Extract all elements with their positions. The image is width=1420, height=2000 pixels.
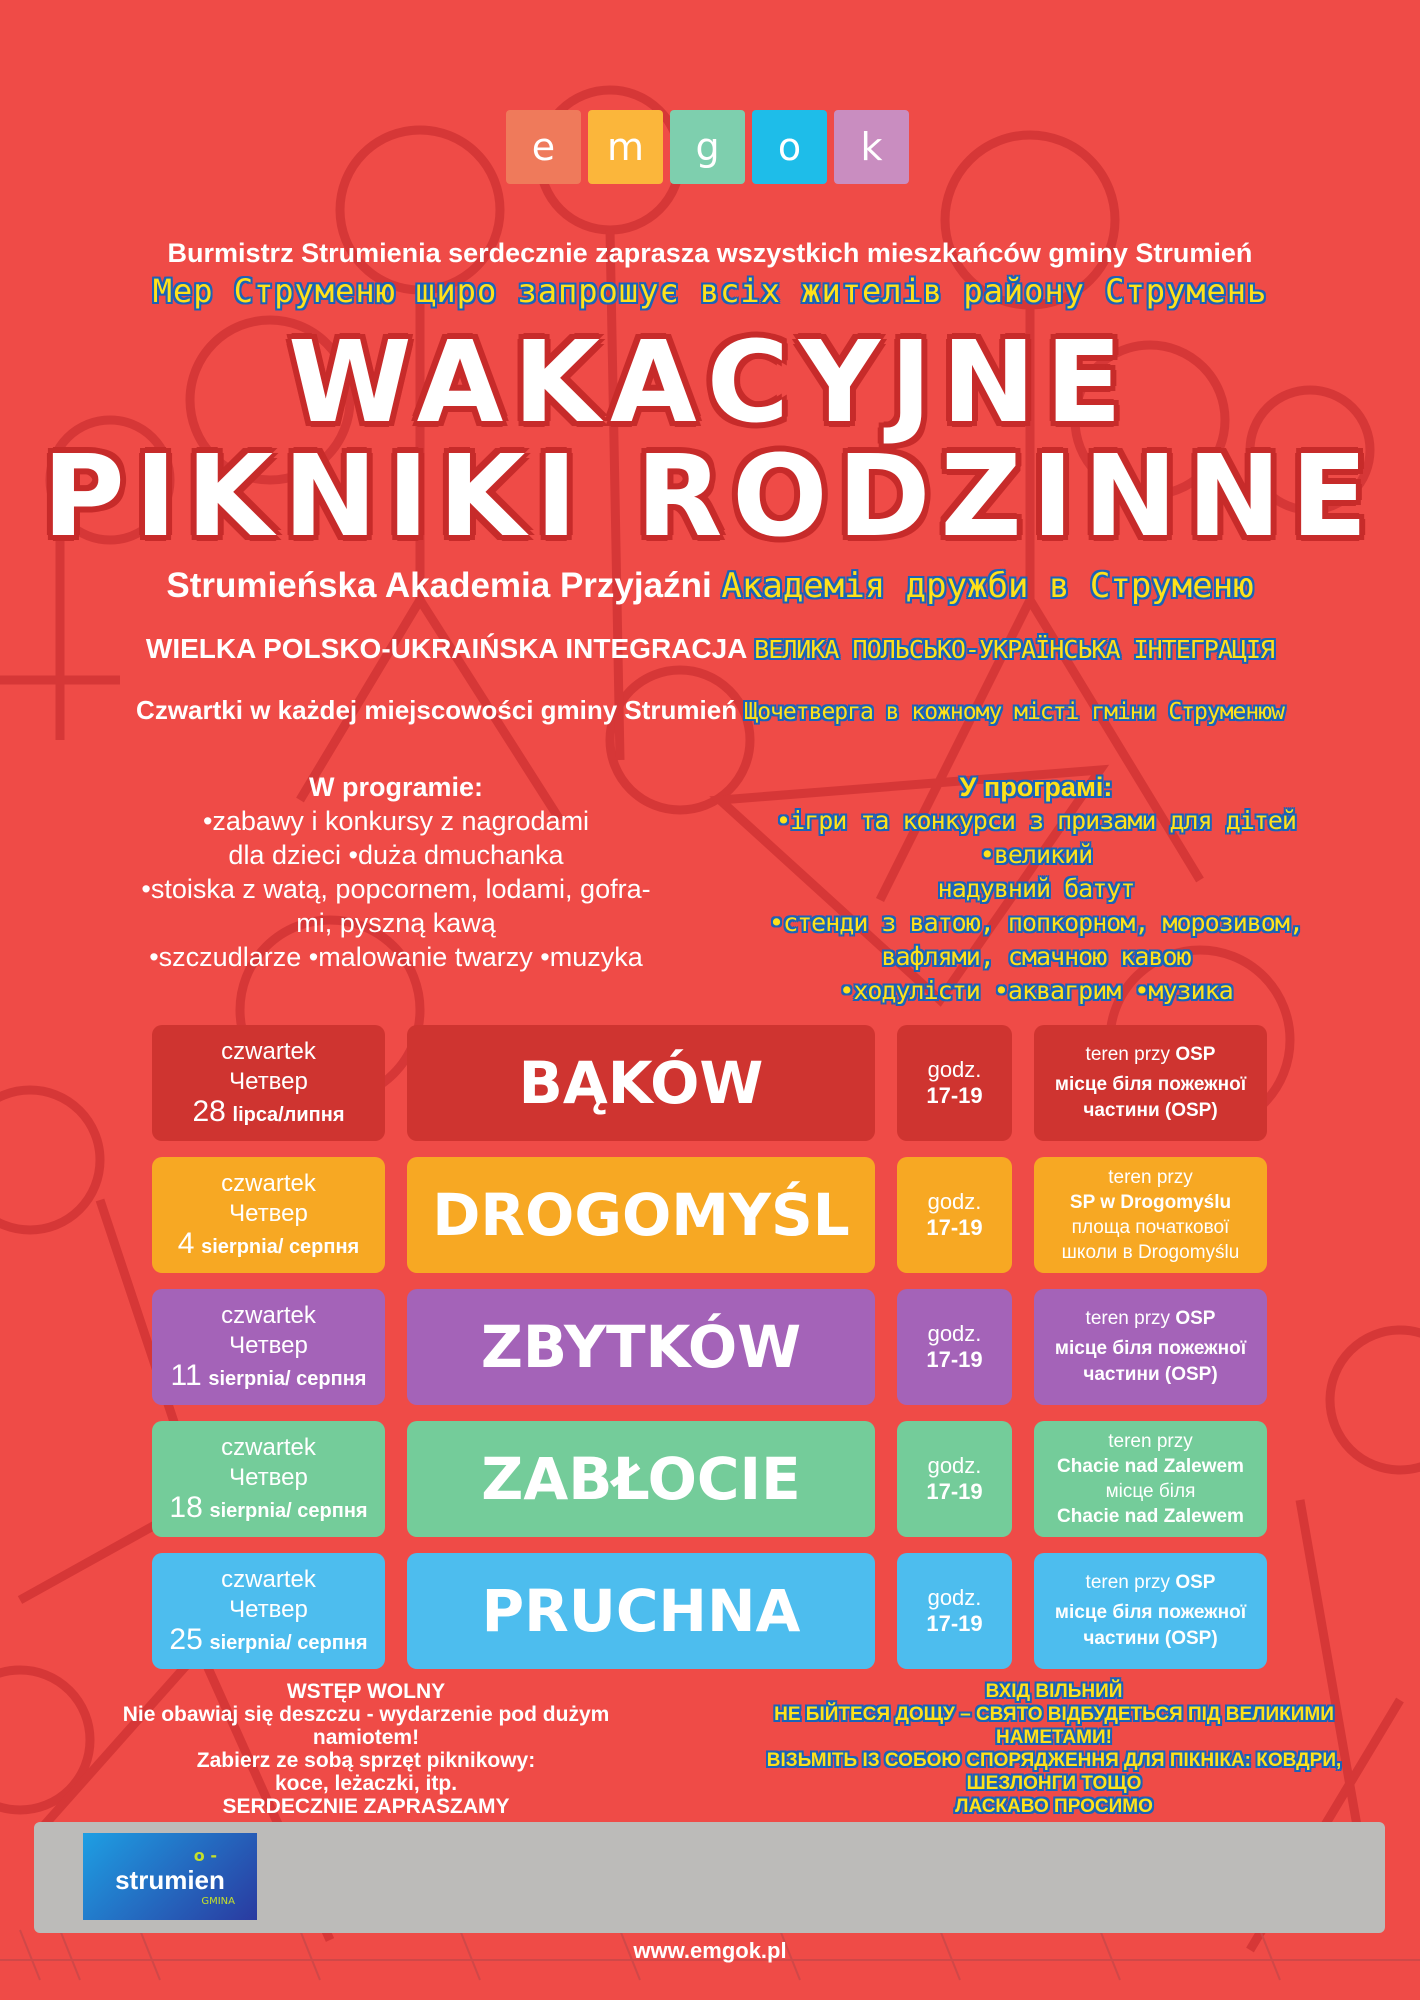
program-item: •zabawy i konkursy z nagrodami — [202, 806, 590, 836]
hours: 17-19 — [926, 1611, 983, 1636]
location-line: teren przy — [1108, 1167, 1193, 1188]
date — [170, 1358, 367, 1394]
location-pl-text: teren przy — [1085, 1308, 1176, 1329]
website-link[interactable]: www.emgok.pl — [633, 1938, 787, 1963]
footer-line: НЕ БІЙТЕСЯ ДОЩУ – СВЯТО ВІДБУДЕТЬСЯ ПІД ВЕЛИКИМИ — [774, 1704, 1334, 1725]
date-month: lipca/липня — [232, 1103, 345, 1126]
logo-sub: GMINA — [201, 1896, 235, 1907]
location-pl-bold: OSP — [1175, 1308, 1216, 1329]
logo-dots-icon: o - — [193, 1846, 217, 1865]
footer-ua — [724, 1680, 1384, 1818]
location-line: teren przy — [1108, 1431, 1193, 1452]
footer-line: koce, leżaczki, itp. — [274, 1772, 458, 1795]
program-pl — [116, 770, 676, 974]
day-ua: Четвер — [229, 1067, 308, 1095]
day-ua: Четвер — [229, 1463, 308, 1491]
footer-line: WSTĘP WOLNY — [286, 1680, 446, 1703]
date-month: sierpnia/ серпня — [201, 1235, 360, 1258]
footer-line: Zabierz ze sobą sprzęt piknikowy: — [196, 1749, 536, 1772]
hours: 17-19 — [926, 1083, 983, 1108]
location-line: SP w Drogomyślu — [1069, 1192, 1232, 1213]
day-pl: czwartek — [221, 1037, 316, 1065]
location-line: Chacie nad Zalewem — [1057, 1506, 1244, 1527]
date-cell — [152, 1289, 385, 1405]
location-pl — [1086, 1306, 1216, 1332]
footer-pl — [66, 1680, 666, 1818]
program-item: вафлями, смачною кавою — [881, 942, 1191, 971]
day-ua: Четвер — [229, 1595, 308, 1623]
date-month: sierpnia/ серпня — [209, 1631, 368, 1654]
invitation-pl: Burmistrz Strumienia serdecznie zaprasza wszystkich mieszkańców gminy Strumień — [167, 238, 1253, 268]
thursdays-pl: Czwartki w każdej miejscowości gminy Strumień — [136, 695, 738, 725]
day-pl: czwartek — [221, 1169, 316, 1197]
date-number: 28 — [192, 1094, 226, 1128]
date — [169, 1622, 368, 1658]
footer-line: ВІЗЬМІТЬ ІЗ СОБОЮ СПОРЯДЖЕННЯ ДЛЯ ПІКНІКА: КОВДРИ, — [766, 1750, 1342, 1771]
logo-tile-e: e — [506, 110, 581, 184]
hours-cell — [897, 1289, 1012, 1405]
location-pl-text: teren przy — [1085, 1044, 1176, 1065]
schedule-row — [152, 1025, 1267, 1141]
invitation-ua: Мер Струменю щиро запрошує всіх жителів району Струмень — [152, 272, 1268, 310]
date — [192, 1094, 345, 1130]
academy-pl: Strumieńska Akademia Przyjaźni — [166, 566, 712, 605]
location-pl-bold: OSP — [1175, 1572, 1216, 1593]
footer-line: ВХІД ВІЛЬНИЙ — [985, 1681, 1123, 1702]
place-name: ZBYTKÓW — [407, 1289, 875, 1405]
date-month: sierpnia/ серпня — [208, 1367, 367, 1390]
date — [169, 1490, 368, 1526]
program-ua — [716, 770, 1356, 1008]
logo-tile-o: o — [752, 110, 827, 184]
date-cell — [152, 1421, 385, 1537]
footer-line: Nie obawiaj się deszczu - wydarzenie pod dużym — [122, 1703, 610, 1726]
date-cell — [152, 1025, 385, 1141]
location-pl — [1086, 1570, 1216, 1596]
date-number: 4 — [177, 1226, 195, 1260]
place-name: BĄKÓW — [407, 1025, 875, 1141]
hours-label: godz. — [927, 1189, 982, 1214]
footer-line: SERDECZNIE ZAPRASZAMY — [222, 1795, 510, 1818]
program-item: dla dzieci •duża dmuchanka — [228, 840, 564, 870]
location-pl-text: teren przy — [1085, 1572, 1176, 1593]
place-name: ZABŁOCIE — [407, 1421, 875, 1537]
strumien-gmina-logo — [83, 1833, 257, 1920]
location-pl-bold: OSP — [1175, 1044, 1216, 1065]
hours-label: godz. — [927, 1453, 982, 1478]
thursdays-ua: Щочетверга в кожному місті гміни Струменюw — [744, 699, 1284, 725]
schedule-row — [152, 1553, 1267, 1669]
schedule-row — [152, 1157, 1267, 1273]
footer-line: namiotem! — [312, 1726, 420, 1749]
thursdays-line — [0, 695, 1420, 726]
schedule-row — [152, 1289, 1267, 1405]
footer-line: ЛАСКАВО ПРОСИМО — [955, 1796, 1153, 1817]
hours-cell — [897, 1157, 1012, 1273]
date — [177, 1226, 360, 1262]
hours-cell — [897, 1421, 1012, 1537]
location-cell — [1034, 1421, 1267, 1537]
logo-name: strumien — [115, 1865, 225, 1895]
day-ua: Четвер — [229, 1331, 308, 1359]
academy-line — [0, 566, 1420, 606]
hours-label: godz. — [927, 1057, 982, 1082]
program-pl-title: W programie: — [308, 772, 483, 802]
logo-tile-g: g — [670, 110, 745, 184]
location-line: місце біля — [1105, 1481, 1196, 1502]
title-line-1: WAKACYJNE — [288, 318, 1132, 448]
hours: 17-19 — [926, 1347, 983, 1372]
hours: 17-19 — [926, 1479, 983, 1504]
day-pl: czwartek — [221, 1565, 316, 1593]
emgok-logo — [506, 110, 909, 184]
hours-cell — [897, 1553, 1012, 1669]
day-pl: czwartek — [221, 1433, 316, 1461]
academy-ua: Академія дружби в Струменю — [721, 566, 1254, 606]
location-ua: місце біля пожежної частини (OSP) — [1054, 1074, 1247, 1121]
integration-line — [0, 633, 1420, 665]
date-number: 18 — [169, 1490, 203, 1524]
footer-line: НАМЕТАМИ! — [996, 1727, 1112, 1748]
date-number: 11 — [170, 1358, 202, 1392]
integration-ua: ВЕЛИКА ПОЛЬСЬКО-УКРАЇНСЬКА ІНТЕГРАЦІЯ — [754, 635, 1275, 664]
location-cell — [1034, 1025, 1267, 1141]
hours: 17-19 — [926, 1215, 983, 1240]
location-line: Chacie nad Zalewem — [1057, 1456, 1244, 1477]
place-name: PRUCHNA — [407, 1553, 875, 1669]
hours-label: godz. — [927, 1585, 982, 1610]
location-ua: місце біля пожежної частини (OSP) — [1054, 1602, 1247, 1649]
location-line: площа початкової школи в Drogomyślu — [1061, 1217, 1240, 1263]
logo-tile-k: k — [834, 110, 909, 184]
program-item: надувний батут — [937, 874, 1135, 903]
program-item: •stoiska z watą, popcornem, lodami, gofra- — [141, 874, 651, 904]
location-cell — [1034, 1553, 1267, 1669]
date-cell — [152, 1553, 385, 1669]
program-ua-title: У програмі: — [959, 772, 1113, 802]
integration-pl: WIELKA POLSKO-UKRAIŃSKA INTEGRACJA — [145, 633, 747, 664]
program-item: •стенди з ватою, попкорном, морозивом, — [769, 908, 1303, 937]
day-pl: czwartek — [221, 1301, 316, 1329]
location-cell — [1034, 1289, 1267, 1405]
location-ua: місце біля пожежної частини (OSP) — [1054, 1338, 1247, 1385]
day-ua: Четвер — [229, 1199, 308, 1227]
date-month: sierpnia/ серпня — [209, 1499, 368, 1522]
place-name: DROGOMYŚL — [407, 1157, 875, 1273]
hours-cell — [897, 1025, 1012, 1141]
location-pl — [1086, 1042, 1216, 1068]
location-cell — [1034, 1157, 1267, 1273]
hours-label: godz. — [927, 1321, 982, 1346]
title-line-2: PIKNIKI RODZINNE — [42, 432, 1378, 562]
program-item: •szczudlarze •malowanie twarzy •muzyka — [149, 942, 643, 972]
footer-line: ШЕЗЛОНГИ ТОЩО — [966, 1773, 1142, 1794]
program-item: •ходулісти •аквагрим •музика — [839, 976, 1233, 1005]
program-item: mi, pyszną kawą — [296, 908, 496, 938]
date-cell — [152, 1157, 385, 1273]
schedule-row — [152, 1421, 1267, 1537]
program-item: •ігри та конкурси з призами для дітей •великий — [776, 806, 1296, 869]
date-number: 25 — [169, 1622, 203, 1656]
logo-tile-m: m — [588, 110, 663, 184]
